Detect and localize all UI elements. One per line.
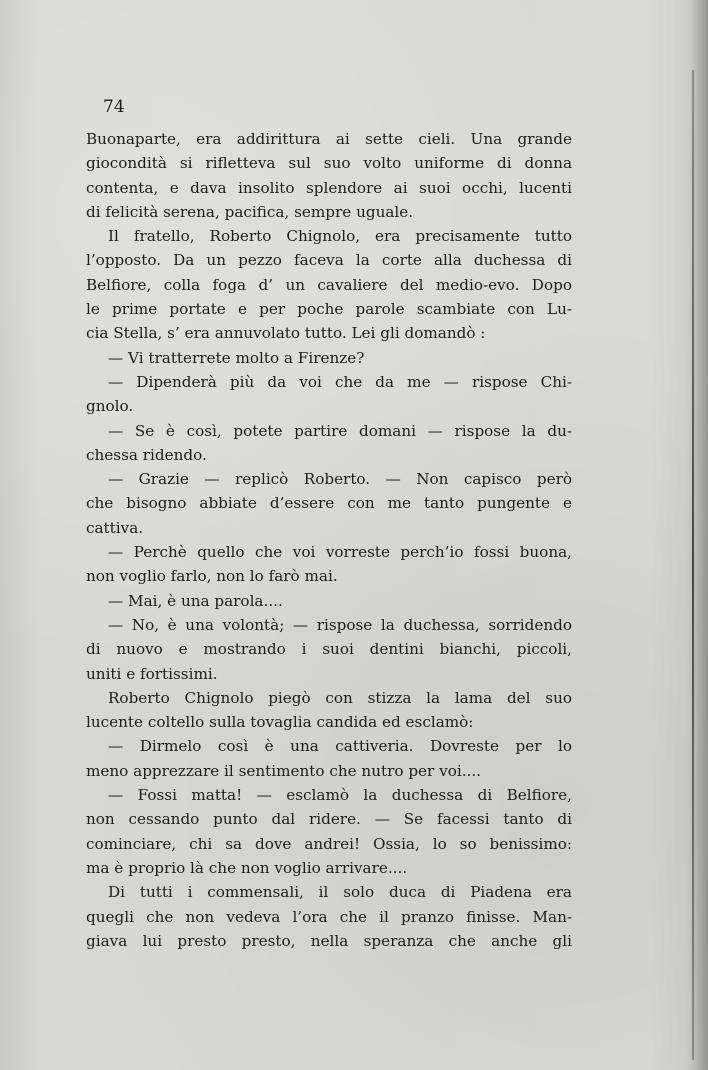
text-line-2: giocondità si rifletteva sul suo volto uniforme di donna bbox=[86, 154, 572, 173]
text-line-30: cominciare, chi sa dove andrei! Ossia, lo so benissimo: bbox=[86, 834, 572, 853]
text-line-13: — Se è così, potete partire domani — rispose la du- bbox=[108, 421, 572, 440]
text-line-26: — Dirmelo così è una cattiveria. Dovreste per lo bbox=[108, 737, 572, 756]
text-line-21: — No, è una volontà; — rispose la duchessa, sorridendo bbox=[108, 615, 572, 634]
text-line-5: Il fratello, Roberto Chignolo, era precisamente tutto bbox=[108, 227, 572, 246]
text-line-34: giava lui presto presto, nella speranza che anche gli bbox=[86, 931, 572, 950]
text-line-11: — Dipenderà più da voi che da me — rispose Chi- bbox=[108, 372, 572, 391]
text-line-25: lucente coltello sulla tovaglia candida ed esclamò: bbox=[86, 713, 474, 732]
text-line-19: non voglio farlo, non lo farò mai. bbox=[86, 567, 338, 586]
text-line-1: Buonaparte, era addirittura ai sette cieli. Una grande bbox=[86, 130, 572, 148]
text-line-16: che bisogno abbiate d’essere con me tanto pungente e bbox=[86, 494, 572, 513]
text-line-15: — Grazie — replicò Roberto. — Non capisco però bbox=[108, 470, 572, 489]
text-line-31: ma è proprio là che non voglio arrivare.... bbox=[86, 858, 408, 877]
text-line-28: — Fossi matta! — esclamò la duchessa di Belfiore, bbox=[108, 786, 572, 805]
body-text bbox=[86, 127, 572, 953]
text-line-22: di nuovo e mostrando i suoi dentini bianchi, piccoli, bbox=[86, 640, 572, 659]
page-number: 74 bbox=[103, 97, 125, 117]
text-line-3: contenta, e dava insolito splendore ai suoi occhi, lucenti bbox=[86, 178, 572, 197]
text-line-32: Di tutti i commensali, il solo duca di Piadena era bbox=[108, 883, 572, 902]
text-line-27: meno apprezzare il sentimento che nutro per voi.... bbox=[86, 761, 482, 780]
page-right-edge-shadow bbox=[686, 0, 708, 1070]
text-line-10: — Vi tratterrete molto a Firenze? bbox=[108, 348, 365, 367]
text-line-33: quegli che non vedeva l’ora che il pranzo finisse. Man- bbox=[86, 907, 572, 926]
text-line-7: Belfiore, colla foga d’ un cavaliere del medio-evo. Dopo bbox=[86, 275, 572, 294]
text-line-18: — Perchè quello che voi vorreste perch’io fossi buona, bbox=[108, 543, 572, 562]
text-line-9: cia Stella, s’ era annuvolato tutto. Lei gli domandò : bbox=[86, 324, 486, 343]
text-line-12: gnolo. bbox=[86, 397, 134, 416]
text-line-8: le prime portate e per poche parole scambiate con Lu- bbox=[86, 300, 572, 319]
binding-edge-line bbox=[692, 70, 694, 1060]
text-line-23: uniti e fortissimi. bbox=[86, 664, 218, 683]
text-line-20: — Mai, è una parola.... bbox=[108, 591, 283, 610]
text-line-24: Roberto Chignolo piegò con stizza la lama del suo bbox=[108, 688, 572, 707]
text-line-17: cattiva. bbox=[86, 518, 144, 537]
text-line-29: non cessando punto dal ridere. — Se facessi tanto di bbox=[86, 810, 572, 829]
text-line-4: di felicità serena, pacifica, sempre uguale. bbox=[86, 202, 414, 221]
text-line-6: l’opposto. Da un pezzo faceva la corte alla duchessa di bbox=[86, 251, 572, 270]
text-line-14: chessa ridendo. bbox=[86, 445, 207, 464]
